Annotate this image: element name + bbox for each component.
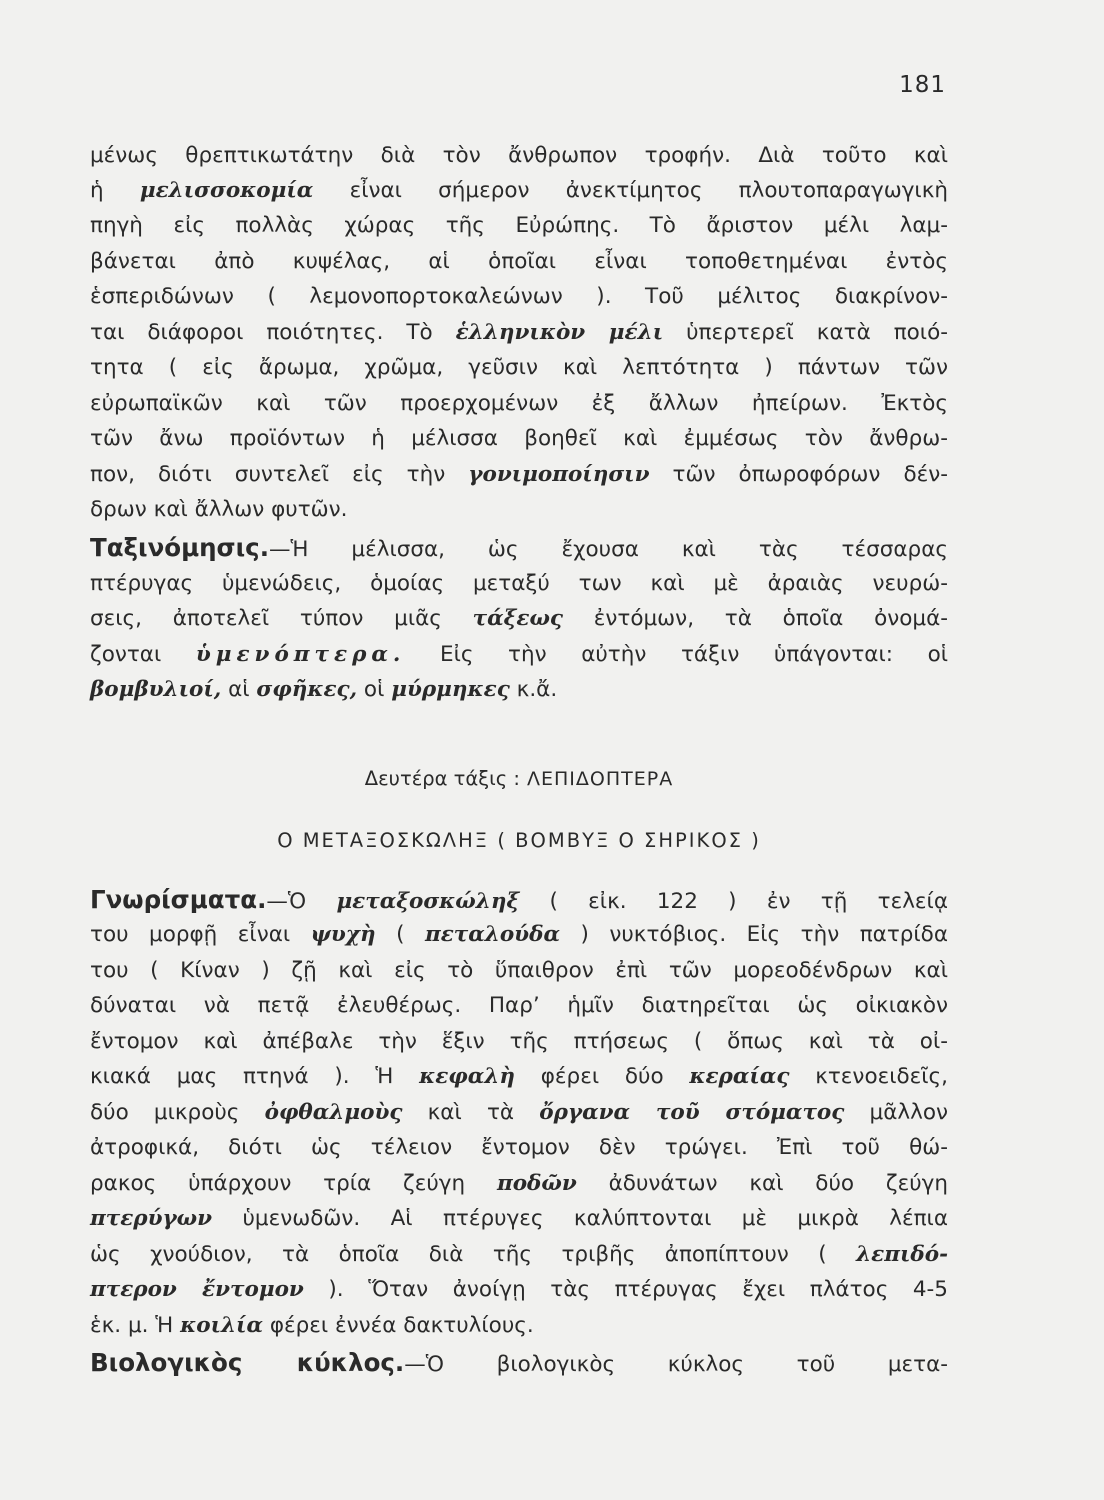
emphasis-term: λεπιδό-	[856, 1242, 948, 1267]
text-line: ἑσπεριδώνων ( λεμονοπορτοκαλεώνων ). Τοῦ μέλιτος διακρίνον-	[90, 284, 948, 309]
text-line: πτερον ἔντομον ). Ὅταν ἀνοίγῃ τὰς πτέρυγας ἔχει πλάτος 4-5	[90, 1277, 948, 1302]
text-line: πον, διότι συντελεῖ εἰς τὴν γονιμοποίησιν τῶν ὀπωροφόρων δέν-	[90, 462, 949, 487]
text-line: ἀτροφικά, διότι ὡς τέλειον ἔντομον δὲν τρώγει. Ἐπὶ τοῦ θώ-	[90, 1135, 948, 1160]
text-line: Ταξινόμησις.—Ἡ μέλισσα, ὡς ἔχουσα καὶ τὰς τέσσαρας	[90, 533, 948, 562]
text-line: σεις, ἀποτελεῖ τύπον μιᾶς τάξεως ἐντόμων, τὰ ὁποῖα ὀνομά-	[90, 606, 948, 631]
emphasis-term: ποδῶν	[496, 1171, 577, 1196]
text-line: Γνωρίσματα.—Ὁ μεταξοσκώληξ ( εἰκ. 122 ) ἐν τῇ τελείᾳ	[90, 885, 948, 914]
emphasis-term: γονιμοποίησιν	[468, 462, 650, 487]
emphasis-term: ὄργανα τοῦ στόματος	[539, 1100, 845, 1125]
emphasis-term: πτερον ἔντομον	[90, 1277, 304, 1302]
emphasis-term: σφῆκες,	[256, 677, 358, 702]
emphasis-term: ψυχὴ	[310, 922, 376, 947]
emphasis-term: τάξεως	[472, 606, 564, 631]
text-line: πτέρυγας ὑμενώδεις, ὁμοίας μεταξύ των καὶ μὲ ἀραιὰς νευρώ-	[90, 571, 948, 596]
text-line: ἡ μελισσοκομία εἶναι σήμερον ἀνεκτίμητος πλουτοπαραγωγικὴ	[90, 178, 948, 203]
text-line: τητα ( εἰς ἄρωμα, χρῶμα, γεῦσιν καὶ λεπτότητα ) πάντων τῶν	[90, 355, 948, 380]
emphasis-term: πεταλούδα	[424, 922, 560, 947]
emphasis-term: ἑλληνικὸν μέλι	[455, 320, 664, 345]
order-heading: Δευτέρα τάξις : ΛΕΠΙΔΟΠΤΕΡΑ	[364, 767, 674, 790]
text-line: βομβυλιοί, αἱ σφῆκες, οἱ μύρμηκες κ.ἄ.	[90, 677, 558, 702]
page-number: 181	[899, 72, 946, 98]
text-line: βάνεται ἀπὸ κυψέλας, αἱ ὁποῖαι εἶναι τοποθετημέναι ἐντὸς	[90, 249, 948, 274]
emphasis-term: κεφαλὴ	[419, 1064, 515, 1089]
text-line: ἑκ. μ. Ἡ κοιλία φέρει ἐννέα δακτυλίους.	[90, 1313, 534, 1338]
section-heading: Ταξινόμησις.	[90, 533, 270, 562]
text-line: κιακά μας πτηνά ). Ἡ κεφαλὴ φέρει δύο κεραίας κτενοειδεῖς,	[90, 1064, 948, 1089]
emphasis-term: μύρμηκες	[391, 677, 510, 702]
text-line: του ( Κίναν ) ζῇ καὶ εἰς τὸ ὕπαιθρον ἐπὶ τῶν μορεοδένδρων καὶ	[90, 958, 948, 983]
emphasis-term: ὑμενόπτερα.	[195, 642, 406, 667]
chapter-title: Ο ΜΕΤΑΞΟΣΚΩΛΗΞ ( ΒΟΜΒΥΞ Ο ΣΗΡΙΚΟΣ )	[277, 829, 761, 852]
section-heading: Βιολογικὸς κύκλος.	[90, 1348, 405, 1377]
text-line: δύναται νὰ πετᾷ ἐλευθέρως. Παρ’ ἡμῖν διατηρεῖται ὡς οἰκιακὸν	[90, 993, 948, 1018]
text-line: ρακος ὑπάρχουν τρία ζεύγη ποδῶν ἀδυνάτων καὶ δύο ζεύγη	[90, 1171, 948, 1196]
emphasis-term: κεραίας	[689, 1064, 790, 1089]
emphasis-term: μελισσοκομία	[139, 178, 314, 203]
text-line: ζονται ὑμενόπτερα. Εἰς τὴν αὐτὴν τάξιν ὑπάγονται: οἱ	[90, 642, 948, 667]
emphasis-term: μεταξοσκώληξ	[336, 889, 520, 914]
emphasis-term: πτερύγων	[90, 1206, 213, 1231]
text-line: πτερύγων ὑμενωδῶν. Αἱ πτέρυγες καλύπτονται μὲ μικρὰ λέπια	[90, 1206, 948, 1231]
text-line: δρων καὶ ἄλλων φυτῶν.	[90, 497, 348, 522]
text-line: ὡς χνούδιον, τὰ ὁποῖα διὰ τῆς τριβῆς ἀποπίπτουν ( λεπιδό-	[90, 1242, 948, 1267]
emphasis-term: βομβυλιοί,	[90, 677, 222, 702]
text-line: εὐρωπαϊκῶν καὶ τῶν προερχομένων ἐξ ἄλλων ἠπείρων. Ἐκτὸς	[90, 391, 948, 416]
text-line: τῶν ἄνω προϊόντων ἡ μέλισσα βοηθεῖ καὶ ἐμμέσως τὸν ἄνθρω-	[90, 426, 948, 451]
text-line: μένως θρεπτικωτάτην διὰ τὸν ἄνθρωπον τροφήν. Διὰ τοῦτο καὶ	[90, 143, 948, 168]
section-heading: Γνωρίσματα.	[90, 885, 267, 914]
text-line: δύο μικροὺς ὀφθαλμοὺς καὶ τὰ ὄργανα τοῦ στόματος μᾶλλον	[90, 1100, 949, 1125]
emphasis-term: ὀφθαλμοὺς	[264, 1100, 403, 1125]
emphasis-term: κοιλία	[180, 1313, 263, 1338]
text-line: ται διάφοροι ποιότητες. Τὸ ἑλληνικὸν μέλι ὑπερτερεῖ κατὰ ποιό-	[90, 320, 948, 345]
text-line: του μορφῇ εἶναι ψυχὴ ( πεταλούδα ) νυκτόβιος. Εἰς τὴν πατρίδα	[90, 922, 949, 947]
text-line: Βιολογικὸς κύκλος.—Ὁ βιολογικὸς κύκλος τοῦ μετα-	[90, 1348, 948, 1377]
text-line: ἔντομον καὶ ἀπέβαλε τὴν ἕξιν τῆς πτήσεως ( ὅπως καὶ τὰ οἰ-	[90, 1029, 948, 1054]
text-line: πηγὴ εἰς πολλὰς χώρας τῆς Εὐρώπης. Τὸ ἄριστον μέλι λαμ-	[90, 213, 948, 238]
